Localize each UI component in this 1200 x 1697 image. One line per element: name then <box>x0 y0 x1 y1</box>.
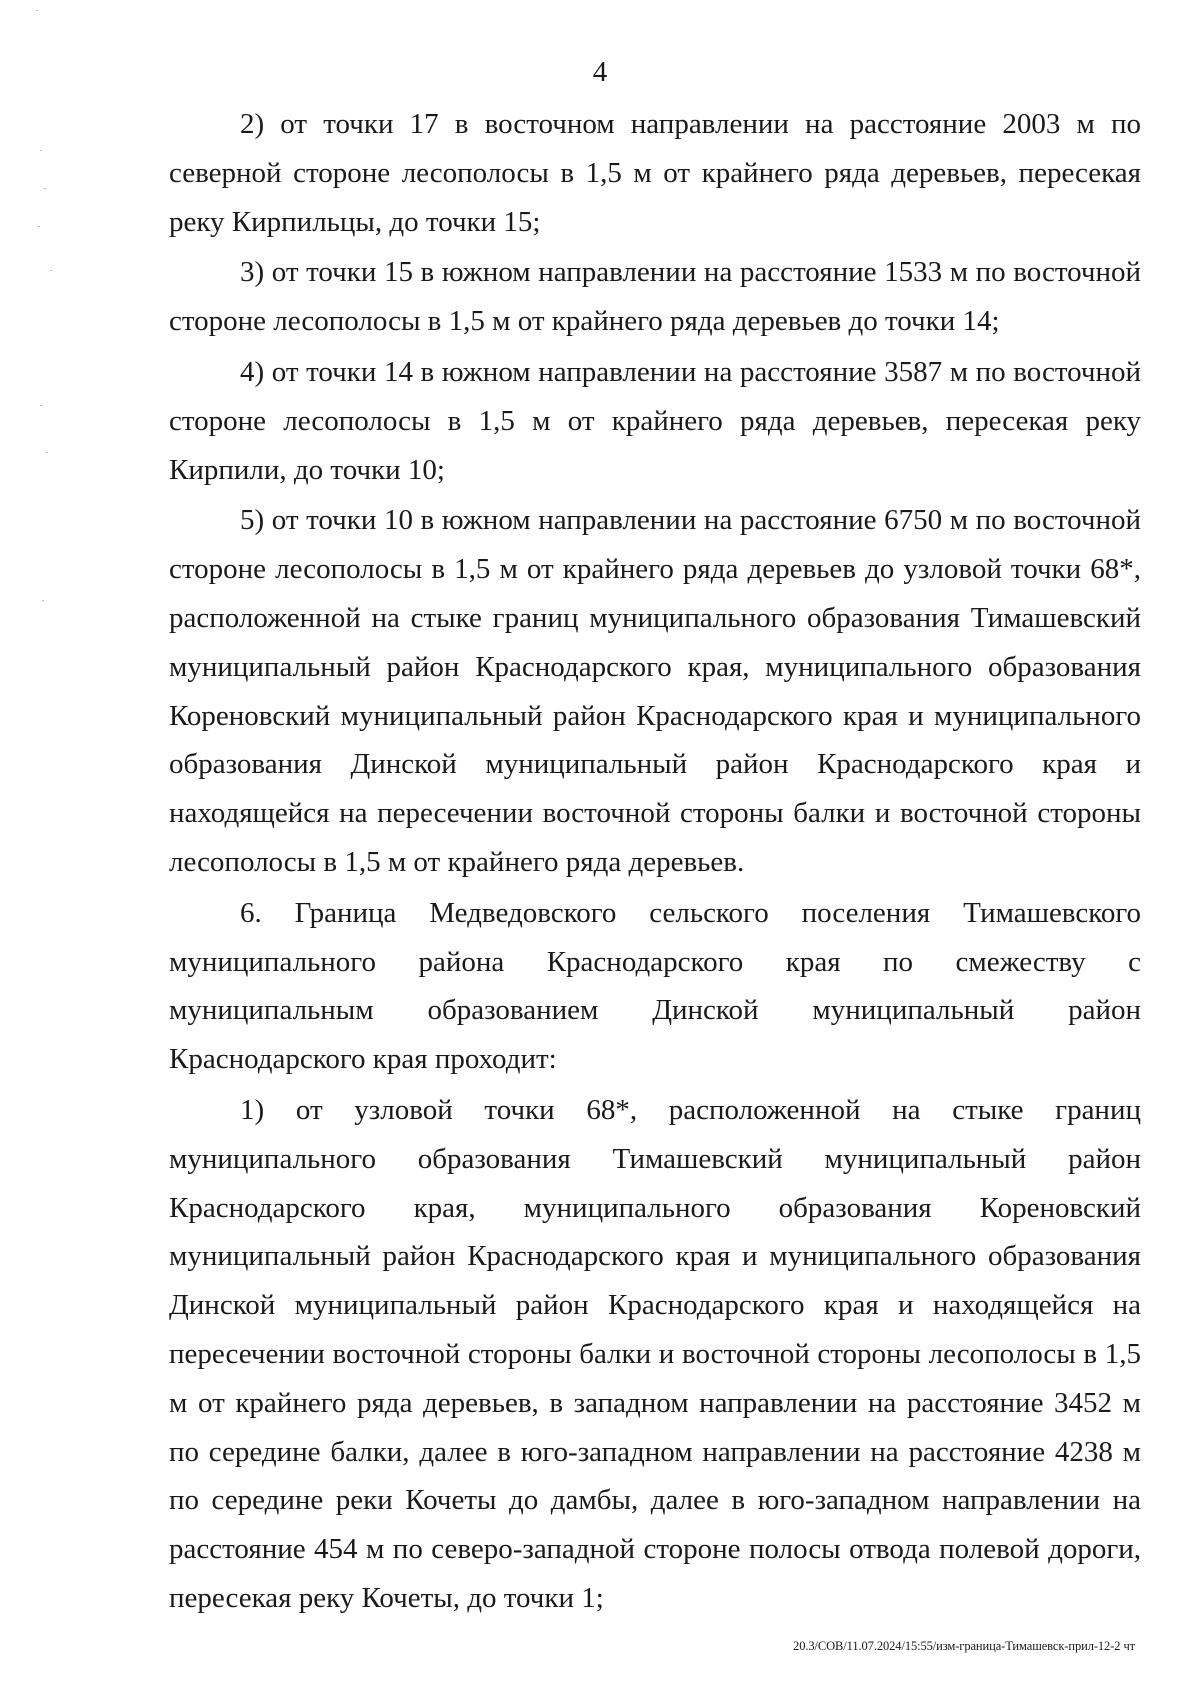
paragraph-section-6: 6. Граница Медведовского сельского поселения Тимашевского муниципального района Краснодарского края по смежеству с муниципальным образованием Динской муниципальный район Краснодарского края проходит: <box>169 896 1141 1076</box>
scan-speck <box>42 600 44 601</box>
page-number: 4 <box>592 56 608 88</box>
paragraph-item-2: 2) от точки 17 в восточном направлении на расстояние 2003 м по северной стороне лесополосы в 1,5 м от крайнего ряда деревьев, пересекая реку Кирпильцы, до точки 15; <box>169 108 1141 238</box>
paragraph-item-3: 3) от точки 15 в южном направлении на расстояние 1533 м по восточной стороне лесополосы в 1,5 м от крайнего ряда деревьев до точки 14; <box>169 256 1141 338</box>
paragraph-item-4: 4) от точки 14 в южном направлении на расстояние 3587 м по восточной стороне лесополосы в 1,5 м от крайнего ряда деревьев, пересекая реку Кирпили, до точки 10; <box>169 355 1141 486</box>
scan-speck <box>44 188 46 189</box>
paragraph-section-6-item-1: 1) от узловой точки 68*, расположенной на стыке границ муниципального образования Тимашевский муниципальный район Краснодарского края, муниципального образования Кореновский муниципальный район Краснодарского края и муниципального образования Динской муниципальный район Краснодарского края и находящейся на пересечении восточной стороны балки и восточной стороны лесополосы в 1,5 м от крайнего ряда деревьев, в западном направлении на расстояние 3452 м по середине балки, далее в юго-западном направлении на расстояние 4238 м по середине реки Кочеты до дамбы, далее в юго-западном направлении на расстояние 454 м по северо-западной стороне полосы отвода полевой дороги, пересекая реку Кочеты, до точки 1; <box>169 1093 1141 1614</box>
document-body <box>169 100 1141 1625</box>
scan-speck <box>46 452 48 453</box>
scan-speck <box>40 405 42 406</box>
scan-speck <box>40 150 42 151</box>
scan-speck <box>36 10 38 11</box>
footer-document-stamp: 20.3/СОВ/11.07.2024/15:55/изм-граница-Тимашевск-прил-12-2 чт <box>793 1639 1135 1653</box>
scan-speck <box>38 226 40 227</box>
scan-speck <box>50 270 52 271</box>
paragraph-item-5: 5) от точки 10 в южном направлении на расстояние 6750 м по восточной стороне лесополосы в 1,5 м от крайнего ряда деревьев до узловой точки 68*, расположенной на стыке границ муниципального образования Тимашевский муниципальный район Краснодарского края, муниципального образования Кореновский муниципальный район Краснодарского края и муниципального образования Динской муниципальный район Краснодарского края и находящейся на пересечении восточной стороны балки и восточной стороны лесополосы в 1,5 м от крайнего ряда деревьев. <box>169 504 1141 878</box>
